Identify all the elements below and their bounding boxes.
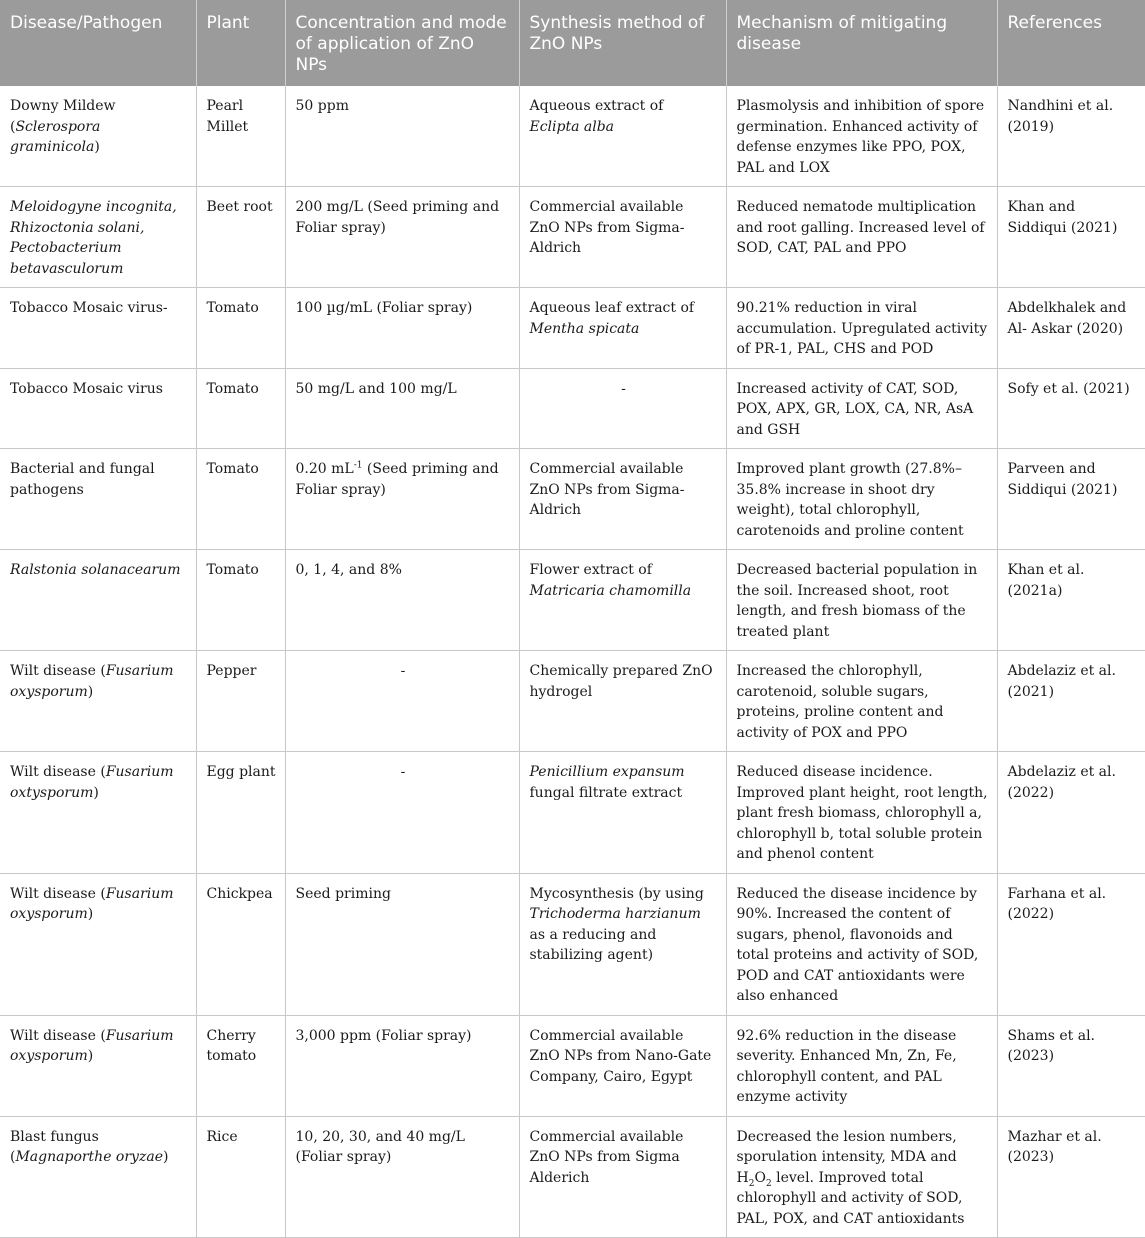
synthesis-cell: Commercial available ZnO NPs from Sigma Alderich [519, 1116, 726, 1238]
disease-cell: Wilt disease (Fusarium oxysporum) [0, 651, 196, 752]
plant-cell: Egg plant [196, 752, 285, 874]
plant-cell: Chickpea [196, 873, 285, 1015]
header-mechanism: Mechanism of mitigating disease [726, 0, 997, 86]
reference-cell: Parveen and Siddiqui (2021) [997, 449, 1145, 550]
plant-cell: Tomato [196, 288, 285, 369]
table-row [0, 86, 1145, 187]
reference-cell: Abdelkhalek and Al- Askar (2020) [997, 288, 1145, 369]
synthesis-cell: Aqueous leaf extract of Mentha spicata [519, 288, 726, 369]
concentration-cell: 50 mg/L and 100 mg/L [285, 368, 519, 449]
mechanism-cell: 90.21% reduction in viral accumulation. Upregulated activity of PR-1, PAL, CHS and POD [726, 288, 997, 369]
synthesis-cell: Commercial available ZnO NPs from Sigma-Aldrich [519, 449, 726, 550]
plant-cell: Cherry tomato [196, 1015, 285, 1116]
mechanism-cell: Improved plant growth (27.8%–35.8% increase in shoot dry weight), total chlorophyll, carotenoids and proline content [726, 449, 997, 550]
concentration-cell: 50 ppm [285, 86, 519, 187]
synthesis-cell: Penicillium expansum fungal filtrate extract [519, 752, 726, 874]
disease-cell: Wilt disease (Fusarium oxysporum) [0, 873, 196, 1015]
table-row [0, 449, 1145, 550]
mechanism-cell: Decreased bacterial population in the soil. Increased shoot, root length, and fresh biomass of the treated plant [726, 550, 997, 651]
table-row [0, 1116, 1145, 1238]
mechanism-cell: Reduced disease incidence. Improved plant height, root length, plant fresh biomass, chlorophyll a, chlorophyll b, total soluble protein and phenol content [726, 752, 997, 874]
disease-cell: Meloidogyne incognita, Rhizoctonia solani, Pectobacterium betavasculorum [0, 187, 196, 288]
reference-cell: Khan and Siddiqui (2021) [997, 187, 1145, 288]
table-row [0, 368, 1145, 449]
header-plant: Plant [196, 0, 285, 86]
plant-cell: Tomato [196, 368, 285, 449]
synthesis-cell: - [519, 368, 726, 449]
reference-cell: Shams et al. (2023) [997, 1015, 1145, 1116]
mechanism-cell: Reduced the disease incidence by 90%. Increased the content of sugars, phenol, flavonoids and total proteins and activity of SOD, POD and CAT antioxidants were also enhanced [726, 873, 997, 1015]
disease-cell: Downy Mildew (Sclerospora graminicola) [0, 86, 196, 187]
mechanism-cell: Increased the chlorophyll, carotenoid, soluble sugars, proteins, proline content and activity of POX and PPO [726, 651, 997, 752]
plant-cell: Rice [196, 1116, 285, 1238]
synthesis-cell: Aqueous extract of Eclipta alba [519, 86, 726, 187]
table-row [0, 873, 1145, 1015]
table-row [0, 550, 1145, 651]
reference-cell: Abdelaziz et al. (2021) [997, 651, 1145, 752]
concentration-cell: 3,000 ppm (Foliar spray) [285, 1015, 519, 1116]
disease-cell: Bacterial and fungal pathogens [0, 449, 196, 550]
table-row [0, 1015, 1145, 1116]
header-references: References [997, 0, 1145, 86]
reference-cell: Khan et al. (2021a) [997, 550, 1145, 651]
header-row [0, 0, 1145, 86]
plant-cell: Tomato [196, 550, 285, 651]
plant-cell: Beet root [196, 187, 285, 288]
disease-cell: Tobacco Mosaic virus [0, 368, 196, 449]
concentration-cell: - [285, 651, 519, 752]
table-row [0, 187, 1145, 288]
concentration-cell: 100 µg/mL (Foliar spray) [285, 288, 519, 369]
plant-cell: Pearl Millet [196, 86, 285, 187]
reference-cell: Mazhar et al. (2023) [997, 1116, 1145, 1238]
table-row [0, 651, 1145, 752]
concentration-cell: 0.20 $mL^{-1}$ (Seed priming and Foliar spray) [285, 449, 519, 550]
plant-cell: Tomato [196, 449, 285, 550]
concentration-cell: 10, 20, 30, and 40 mg/L (Foliar spray) [285, 1116, 519, 1238]
header-disease-pathogen: Disease/Pathogen [0, 0, 196, 86]
disease-cell: Blast fungus (Magnaporthe oryzae) [0, 1116, 196, 1238]
concentration-cell: - [285, 752, 519, 874]
header-synthesis-method: Synthesis method of ZnO NPs [519, 0, 726, 86]
disease-cell: Wilt disease (Fusarium oxtysporum) [0, 752, 196, 874]
table-row [0, 288, 1145, 369]
mechanism-cell: Decreased the lesion numbers, sporulation intensity, MDA and $H_2O_2$ level. Improved total chlorophyll and activity of SOD, PAL, POX, and CAT antioxidants [726, 1116, 997, 1238]
mechanism-cell: Increased activity of CAT, SOD, POX, APX, GR, LOX, CA, NR, AsA and GSH [726, 368, 997, 449]
synthesis-cell: Commercial available ZnO NPs from Nano-Gate Company, Cairo, Egypt [519, 1015, 726, 1116]
disease-cell: Tobacco Mosaic virus- [0, 288, 196, 369]
synthesis-cell: Flower extract of Matricaria chamomilla [519, 550, 726, 651]
reference-cell: Abdelaziz et al. (2022) [997, 752, 1145, 874]
reference-cell: Farhana et al. (2022) [997, 873, 1145, 1015]
synthesis-cell: Chemically prepared ZnO hydrogel [519, 651, 726, 752]
mechanism-cell: 92.6% reduction in the disease severity. Enhanced Mn, Zn, Fe, chlorophyll content, and PAL enzyme activity [726, 1015, 997, 1116]
mechanism-cell: Plasmolysis and inhibition of spore germination. Enhanced activity of defense enzymes like PPO, POX, PAL and LOX [726, 86, 997, 187]
disease-cell: Wilt disease (Fusarium oxysporum) [0, 1015, 196, 1116]
disease-cell: Ralstonia solanacearum [0, 550, 196, 651]
concentration-cell: 0, 1, 4, and 8% [285, 550, 519, 651]
concentration-cell: Seed priming [285, 873, 519, 1015]
mechanism-cell: Reduced nematode multiplication and root galling. Increased level of SOD, CAT, PAL and PPO [726, 187, 997, 288]
table-row [0, 752, 1145, 874]
header-concentration: Concentration and mode of application of ZnO NPs [285, 0, 519, 86]
plant-cell: Pepper [196, 651, 285, 752]
synthesis-cell: Mycosynthesis (by using Trichoderma harzianum as a reducing and stabilizing agent) [519, 873, 726, 1015]
synthesis-cell: Commercial available ZnO NPs from Sigma-Aldrich [519, 187, 726, 288]
concentration-cell: 200 mg/L (Seed priming and Foliar spray) [285, 187, 519, 288]
reference-cell: Sofy et al. (2021) [997, 368, 1145, 449]
reference-cell: Nandhini et al. (2019) [997, 86, 1145, 187]
